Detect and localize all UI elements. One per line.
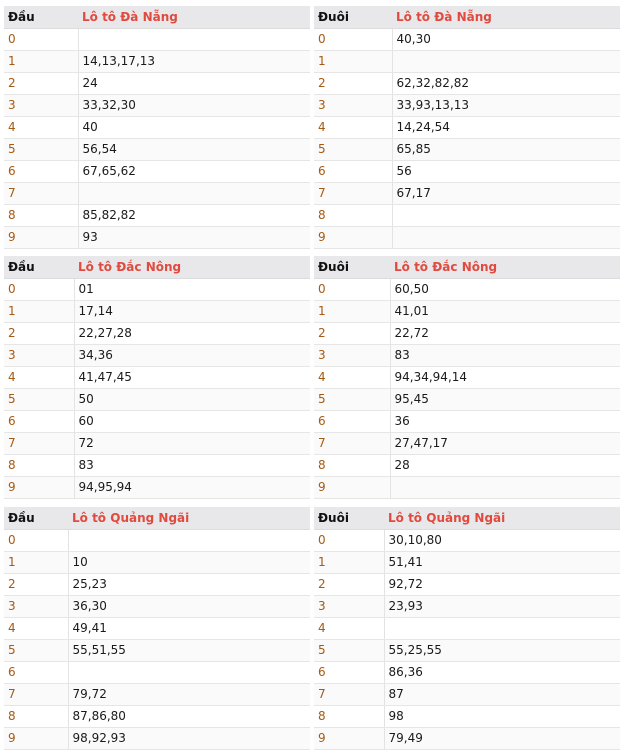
row-key: 3 — [314, 94, 392, 116]
table-row — [314, 454, 620, 476]
table-row — [4, 639, 310, 661]
row-values: 41,47,45 — [74, 366, 310, 388]
row-key: 9 — [4, 476, 74, 498]
table-row — [314, 160, 620, 182]
row-values: 62,32,82,82 — [392, 72, 620, 94]
row-key: 7 — [4, 432, 74, 454]
table-row — [4, 454, 310, 476]
table-row — [4, 94, 310, 116]
row-key: 6 — [314, 410, 390, 432]
row-values — [390, 476, 620, 498]
table-row — [314, 278, 620, 300]
row-key: 5 — [4, 388, 74, 410]
table-row — [314, 476, 620, 498]
table-body — [4, 28, 310, 248]
table-row — [314, 529, 620, 551]
row-values: 22,27,28 — [74, 322, 310, 344]
row-key: 1 — [314, 551, 384, 573]
row-values: 34,36 — [74, 344, 310, 366]
col-header-key: Đuôi — [314, 6, 392, 28]
table-danang-dau — [4, 6, 310, 250]
row-key: 6 — [4, 410, 74, 432]
row-values: 36,30 — [68, 595, 310, 617]
row-values: 67,65,62 — [78, 160, 310, 182]
row-key: 1 — [314, 300, 390, 322]
table-row — [314, 410, 620, 432]
table-row — [4, 573, 310, 595]
table-row — [4, 344, 310, 366]
table-dacnong-duoi — [314, 256, 620, 500]
row-values: 98 — [384, 705, 620, 727]
table-quangngai-duoi — [314, 507, 620, 751]
row-key: 6 — [314, 160, 392, 182]
row-key: 8 — [314, 454, 390, 476]
row-values: 94,34,94,14 — [390, 366, 620, 388]
row-key: 4 — [314, 366, 390, 388]
row-key: 0 — [314, 529, 384, 551]
row-key: 5 — [314, 138, 392, 160]
row-key: 1 — [4, 300, 74, 322]
table-row — [4, 476, 310, 498]
table-row — [314, 344, 620, 366]
col-header-label: Lô tô Đắc Nông — [74, 256, 310, 278]
table-row — [4, 366, 310, 388]
row-values: 85,82,82 — [78, 204, 310, 226]
row-values: 83 — [74, 454, 310, 476]
row-values — [392, 204, 620, 226]
row-key: 0 — [4, 28, 78, 50]
row-values: 51,41 — [384, 551, 620, 573]
row-values: 87 — [384, 683, 620, 705]
row-key: 2 — [314, 573, 384, 595]
row-key: 3 — [314, 344, 390, 366]
row-values: 65,85 — [392, 138, 620, 160]
row-values: 94,95,94 — [74, 476, 310, 498]
col-header-key: Đầu — [4, 256, 74, 278]
row-key: 8 — [4, 705, 68, 727]
row-key: 8 — [314, 705, 384, 727]
table-row — [4, 322, 310, 344]
row-values: 01 — [74, 278, 310, 300]
row-values: 27,47,17 — [390, 432, 620, 454]
row-key: 6 — [314, 661, 384, 683]
row-values — [392, 226, 620, 248]
row-values: 56 — [392, 160, 620, 182]
row-key: 9 — [4, 727, 68, 749]
row-key: 8 — [4, 204, 78, 226]
row-key: 5 — [314, 639, 384, 661]
row-values: 98,92,93 — [68, 727, 310, 749]
row-values: 60 — [74, 410, 310, 432]
row-values: 40 — [78, 116, 310, 138]
row-values — [384, 617, 620, 639]
row-key: 4 — [314, 116, 392, 138]
row-values: 72 — [74, 432, 310, 454]
col-header-label: Lô tô Đà Nẵng — [78, 6, 310, 28]
row-values: 41,01 — [390, 300, 620, 322]
row-values: 24 — [78, 72, 310, 94]
table-row — [4, 204, 310, 226]
table-quangngai-dau — [4, 507, 310, 751]
table-row — [4, 182, 310, 204]
table-row — [4, 50, 310, 72]
row-values: 14,13,17,13 — [78, 50, 310, 72]
row-key: 3 — [314, 595, 384, 617]
row-values: 28 — [390, 454, 620, 476]
table-body — [314, 529, 620, 749]
row-values: 56,54 — [78, 138, 310, 160]
table-row — [4, 138, 310, 160]
table-row — [314, 182, 620, 204]
row-key: 3 — [4, 94, 78, 116]
row-key: 7 — [314, 182, 392, 204]
col-header-key: Đầu — [4, 6, 78, 28]
row-key: 6 — [4, 160, 78, 182]
table-row — [314, 138, 620, 160]
row-values: 79,49 — [384, 727, 620, 749]
row-key: 1 — [314, 50, 392, 72]
table-row — [314, 116, 620, 138]
row-values: 14,24,54 — [392, 116, 620, 138]
table-row — [314, 300, 620, 322]
table-row — [4, 410, 310, 432]
row-values: 36 — [390, 410, 620, 432]
table-row — [314, 28, 620, 50]
table-row — [4, 551, 310, 573]
table-row — [314, 322, 620, 344]
table-row — [4, 226, 310, 248]
table-row — [4, 72, 310, 94]
table-body — [4, 278, 310, 498]
table-row — [314, 683, 620, 705]
row-values: 87,86,80 — [68, 705, 310, 727]
row-key: 1 — [4, 551, 68, 573]
row-key: 4 — [314, 617, 384, 639]
row-values — [78, 182, 310, 204]
table-row — [314, 595, 620, 617]
table-row — [314, 204, 620, 226]
table-row — [314, 551, 620, 573]
table-row — [4, 595, 310, 617]
table-row — [4, 116, 310, 138]
table-row — [4, 705, 310, 727]
row-key: 3 — [4, 344, 74, 366]
row-values: 55,25,55 — [384, 639, 620, 661]
table-row — [4, 388, 310, 410]
col-header-key: Đuôi — [314, 507, 384, 529]
table-body — [314, 28, 620, 248]
row-key: 2 — [4, 573, 68, 595]
table-row — [4, 160, 310, 182]
row-values: 22,72 — [390, 322, 620, 344]
table-row — [314, 639, 620, 661]
row-values: 33,32,30 — [78, 94, 310, 116]
table-row — [314, 705, 620, 727]
row-key: 2 — [314, 322, 390, 344]
table-row — [314, 226, 620, 248]
row-key: 4 — [4, 366, 74, 388]
row-values: 50 — [74, 388, 310, 410]
row-values: 55,51,55 — [68, 639, 310, 661]
table-row — [4, 529, 310, 551]
table-row — [314, 432, 620, 454]
row-key: 8 — [4, 454, 74, 476]
table-row — [314, 661, 620, 683]
row-key: 2 — [4, 72, 78, 94]
table-row — [4, 617, 310, 639]
row-key: 4 — [4, 617, 68, 639]
table-row — [4, 727, 310, 749]
table-row — [314, 366, 620, 388]
table-row — [314, 617, 620, 639]
row-key: 0 — [314, 278, 390, 300]
row-values — [68, 529, 310, 551]
row-values: 92,72 — [384, 573, 620, 595]
row-values: 83 — [390, 344, 620, 366]
row-values: 86,36 — [384, 661, 620, 683]
table-row — [314, 573, 620, 595]
row-key: 2 — [314, 72, 392, 94]
table-row — [4, 683, 310, 705]
row-key: 8 — [314, 204, 392, 226]
row-key: 4 — [4, 116, 78, 138]
row-values: 60,50 — [390, 278, 620, 300]
row-key: 0 — [314, 28, 392, 50]
row-key: 2 — [4, 322, 74, 344]
row-values: 40,30 — [392, 28, 620, 50]
table-row — [314, 72, 620, 94]
row-key: 9 — [4, 226, 78, 248]
col-header-key: Đầu — [4, 507, 68, 529]
row-key: 9 — [314, 727, 384, 749]
row-values: 25,23 — [68, 573, 310, 595]
col-header-label: Lô tô Đà Nẵng — [392, 6, 620, 28]
row-values — [78, 28, 310, 50]
row-values: 93 — [78, 226, 310, 248]
row-key: 7 — [314, 683, 384, 705]
row-key: 9 — [314, 476, 390, 498]
row-values — [68, 661, 310, 683]
row-key: 5 — [4, 639, 68, 661]
row-key: 5 — [314, 388, 390, 410]
row-values: 23,93 — [384, 595, 620, 617]
col-header-key: Đuôi — [314, 256, 390, 278]
table-row — [314, 388, 620, 410]
table-body — [314, 278, 620, 498]
row-values: 95,45 — [390, 388, 620, 410]
row-values: 49,41 — [68, 617, 310, 639]
table-row — [314, 94, 620, 116]
col-header-label: Lô tô Quảng Ngãi — [68, 507, 310, 529]
row-key: 9 — [314, 226, 392, 248]
row-key: 6 — [4, 661, 68, 683]
row-values: 10 — [68, 551, 310, 573]
row-key: 0 — [4, 278, 74, 300]
table-row — [4, 28, 310, 50]
row-key: 1 — [4, 50, 78, 72]
col-header-label: Lô tô Đắc Nông — [390, 256, 620, 278]
row-values: 33,93,13,13 — [392, 94, 620, 116]
row-key: 7 — [4, 683, 68, 705]
row-values: 17,14 — [74, 300, 310, 322]
table-dacnong-dau — [4, 256, 310, 500]
table-row — [4, 278, 310, 300]
row-values: 30,10,80 — [384, 529, 620, 551]
table-row — [314, 50, 620, 72]
table-danang-duoi — [314, 6, 620, 250]
row-key: 3 — [4, 595, 68, 617]
row-key: 7 — [314, 432, 390, 454]
row-key: 7 — [4, 182, 78, 204]
row-values: 67,17 — [392, 182, 620, 204]
col-header-label: Lô tô Quảng Ngãi — [384, 507, 620, 529]
row-values — [392, 50, 620, 72]
table-row — [4, 432, 310, 454]
table-body — [4, 529, 310, 749]
table-row — [4, 300, 310, 322]
row-key: 5 — [4, 138, 78, 160]
table-row — [314, 727, 620, 749]
row-key: 0 — [4, 529, 68, 551]
row-values: 79,72 — [68, 683, 310, 705]
table-row — [4, 661, 310, 683]
